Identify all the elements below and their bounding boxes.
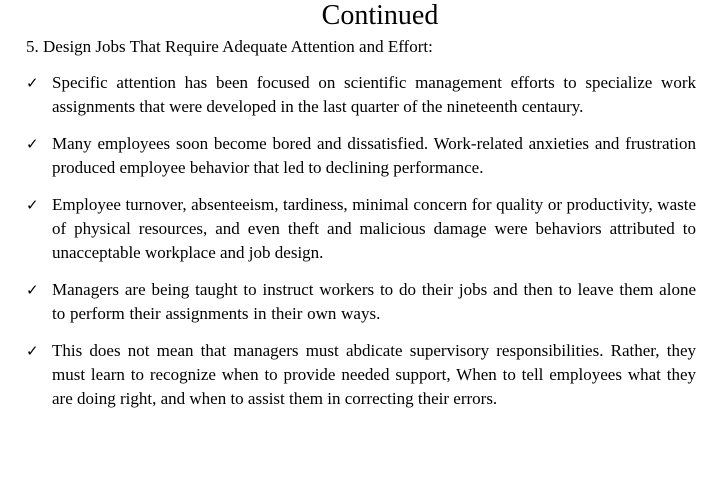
checkmark-icon: ✓ [26, 135, 39, 153]
bullet-item [26, 132, 696, 180]
bullet-text: Managers are being taught to instruct workers to do their jobs and then to leave them alone to perform their assignments in their own ways. [52, 280, 696, 323]
slide-title: Continued [321, 0, 439, 31]
checkmark-icon: ✓ [26, 196, 39, 214]
checkmark-icon: ✓ [26, 74, 39, 92]
bullet-text: Many employees soon become bored and dissatisfied. Work-related anxieties and frustration produced employee behavior that led to declining performance. [52, 134, 696, 177]
checkmark-icon: ✓ [26, 281, 39, 299]
bullet-text: Employee turnover, absenteeism, tardiness, minimal concern for quality or productivity, waste of physical resources, and even theft and malicious damage were behaviors attributed to unacceptable workplace and job design. [52, 195, 696, 262]
slide-subtitle: 5. Design Jobs That Require Adequate Attention and Effort: [26, 37, 433, 56]
checkmark-icon: ✓ [26, 342, 39, 360]
bullet-item [26, 278, 696, 326]
bullet-text: This does not mean that managers must abdicate supervisory responsibilities. Rather, they must learn to recognize when to provide needed support, When to tell employees what they are doing right, and when to assist them in correcting their errors. [52, 341, 696, 408]
bullet-text: Specific attention has been focused on scientific management efforts to specialize work assignments that were developed in the last quarter of the nineteenth centaury. [52, 73, 696, 116]
bullet-item [26, 339, 696, 411]
bullet-list [26, 71, 696, 424]
bullet-item [26, 193, 696, 265]
bullet-item [26, 71, 696, 119]
